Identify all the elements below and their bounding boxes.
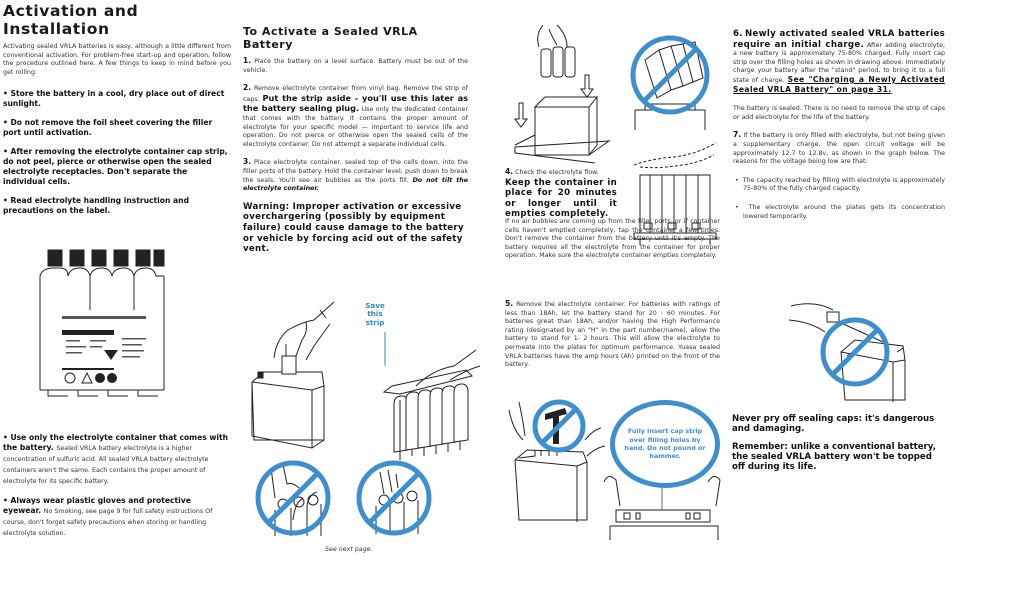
warnings-bottom (732, 414, 947, 472)
place-container-illustration (505, 25, 605, 155)
step-3: 3. Place electrolyte container, sealed top of the cells down, into the filler ports of the battery. Hold the container level, push down to break the seals. You'll see air bubbles as the ports fill. Do not tilt the electrolyte container. (243, 157, 468, 193)
step-2: 2. Remove electrolyte container from vinyl bag. Remove the strip of caps. Put the strip aside - you'll use this later as the battery sealing plug. Use only the dedicated container that comes with the battery. It contains the proper amount of electrolyte for your specific model — important to service life and operation. Do not pierce or otherwise open the sealed cells of the electrolyte container. Do not attempt a separate individual cells. (243, 83, 468, 148)
bullet-item: • Do not remove the foil sheet covering the filler port until activation. (3, 118, 213, 138)
save-strip-label: Save this strip (365, 301, 385, 327)
never-pry-note: Never pry off sealing caps: it's dangerous and damaging. (732, 414, 935, 434)
bullet-list-bottom (3, 433, 231, 539)
column-activation-installation (3, 2, 231, 216)
intro-paragraph: Activating sealed VRLA batteries is easy, although a little different from conventional activation. For problem-free start-up and operation, follow the procedure outlined here. A few things to keep in mind before you get rolling: (3, 43, 231, 76)
bullet-item: • Read electrolyte handling instruction and precautions on the label. (3, 196, 190, 216)
electrolyte-container-label-illustration (38, 250, 168, 410)
prohibited-squeeze-illustration-2 (354, 458, 434, 538)
bullet-item: • Store the battery in a cool, dry place out of direct sunlight. (3, 89, 225, 109)
bullet-list-top (3, 89, 231, 216)
step-6: 6. Newly activated sealed VRLA batteries require an initial charge. After adding electrolyte, a new battery is approximately 75-80% charged. Fully insert cap strip over the filling holes as shown in drawing above. Immediately charge your battery after the "stand" period, to bring it to a full state of charge. See "Charging a Newly Activated Sealed VRLA Battery" on page 31. (733, 29, 945, 94)
charging-page-link[interactable]: See "Charging a Newly Activated Sealed VRLA Battery" on page 31. (733, 74, 945, 94)
prohibited-squeeze-illustration-1 (253, 458, 333, 538)
section-title: To Activate a Sealed VRLA Battery (243, 25, 418, 51)
insert-cap-strip-illustration (600, 470, 730, 540)
warning-text: Warning: Improper activation or excessive overchargering (possibly by equipment failure) could cause damage to the battery or vehicle by forcing acid out of the safety vent. (243, 201, 464, 255)
remove-cap-strip-illustration (244, 300, 474, 450)
bullet-item: • Use only the electrolyte container that comes with the battery. Sealed VRLA battery electrolyte is a higher concentration of sulfuric acid. All sealed VRLA battery electrolyte containers aren't the same. Each contains the proper amount of electrolyte for its specific battery. (3, 433, 229, 485)
step-1: 1. Place the battery on a level surface. Battery must be out of the vehicle. (243, 56, 468, 74)
step-4-text: If no air bubbles are coming up from the filler ports, or if container cells haven't emptied completely, tap the container a few times. Don't remove the container from the battery until it's empty. The battery requires all the electrolyte from the container for proper operation. Make sure the electrolyte container empties completely. (505, 218, 720, 260)
insert-cap-strip-callout: Fully insert cap strip over filling holes by hand. Do not pound or hammer. (610, 400, 720, 488)
prohibited-pry-illustration (785, 290, 915, 400)
page-title: Activation and Installation (3, 2, 139, 38)
reason-item: • The electrolyte around the plates gets its concentration lowered temporarily. (735, 203, 945, 220)
prohibited-hammer-illustration (505, 400, 605, 520)
prohibited-tilt-illustration (625, 30, 715, 130)
bullet-item: • After removing the electrolyte container cap strip, do not peel, pierce or otherwise open the sealed electrolyte receptacles. Don't separate the individual cells. (3, 147, 228, 187)
remember-note: Remember: unlike a conventional battery, the sealed VRLA battery won't be topped off during its life. (732, 442, 936, 472)
column-charge-info (733, 29, 945, 221)
step-7: 7. If the battery is only filled with electrolyte, but not being given a supplementary charge, the open circuit voltage will be approximately 12.7 to 12.8v, as shown in the graph below. The reasons for the voltage being low are that: (733, 130, 945, 166)
sealed-note: The battery is sealed. There is no need to remove the strip of caps or add electrolyte for the life of the battery. (733, 105, 945, 121)
column-activate-steps (243, 25, 468, 255)
step-4: 4. Check the electrolyte flow. Keep the container in place for 20 minutes or longer until it empties completely. (505, 167, 617, 220)
bullet-item: • Always wear plastic gloves and protective eyewear. No Smoking, see page 9 for full safety instructions Of course, don't forget safety precautions when storing or handling electrolyte solution. (3, 496, 213, 537)
see-next-page-caption: See next page. (325, 546, 373, 553)
reason-item: • The capacity reached by filling with electrolyte is approximately 75-80% of the fully charged capacity. (735, 176, 946, 193)
step-5: 5. Remove the electrolyte container. For batteries with ratings of less than 18Ah, let the battery stand for 20 - 60 minutes. For batteries great than 18Ah, and/or having the High Performance rating (designated by an "H" in the part number/name), allow the battery to stand for 1- 2 hours. This will allow the electrolyte to permeate into the plates for optimum performance. Yuasa sealed VRLA batteries have the amp hours (Ah) printed on the front of the battery. (505, 299, 720, 369)
